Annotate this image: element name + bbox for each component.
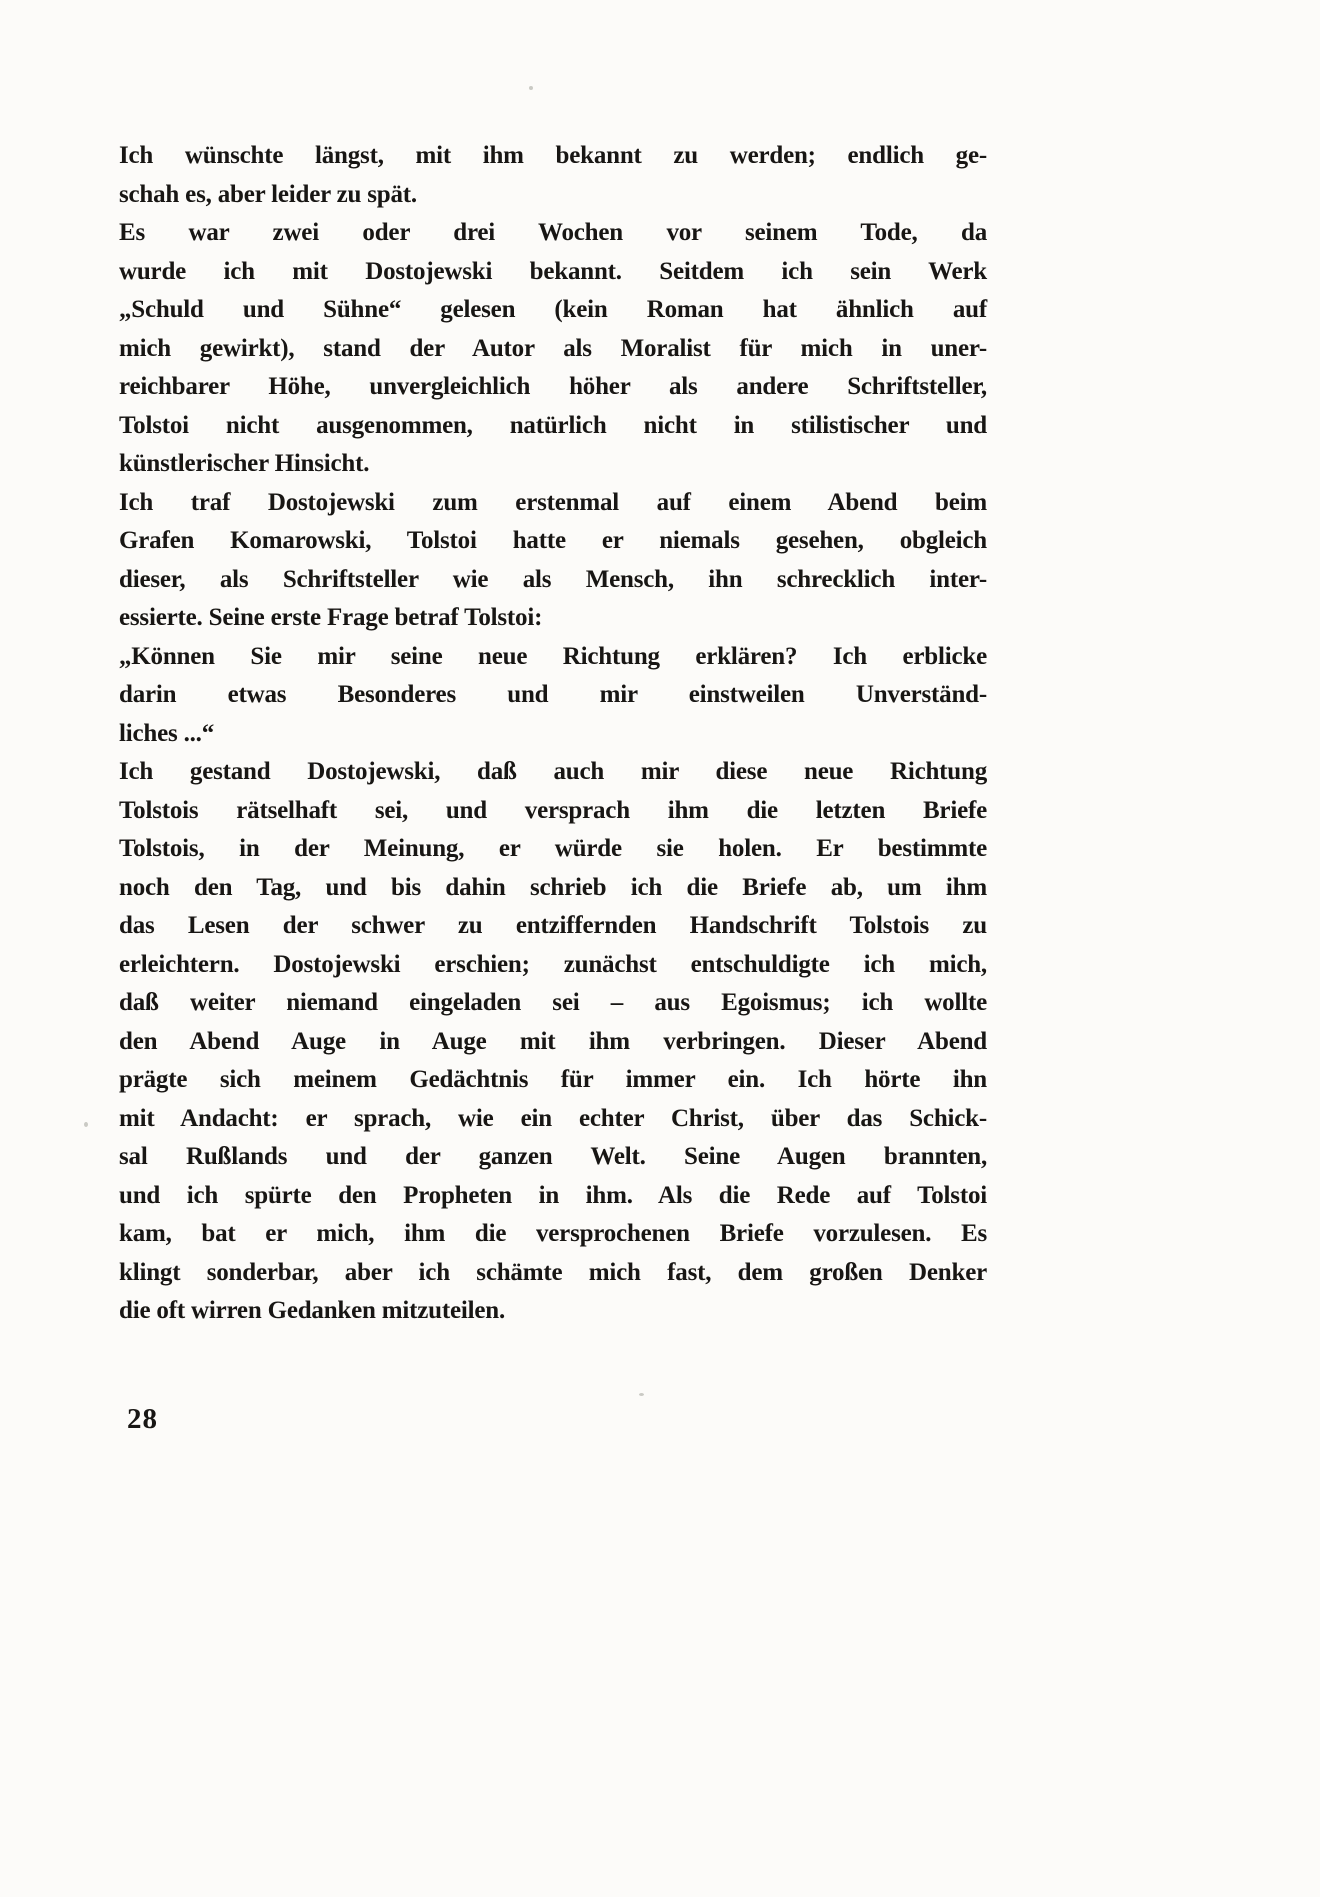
text-line: Grafen Komarowski, Tolstoi hatte er niemals gesehen, obgleich [119, 527, 987, 554]
text-line: mit Andacht: er sprach, wie ein echter Christ, über das Schick- [119, 1104, 987, 1132]
text-line: Es war zwei oder drei Wochen vor seinem Tode, da [119, 219, 987, 246]
text-line: Tolstoi nicht ausgenommen, natürlich nicht in stilistischer und [119, 411, 987, 439]
text-line: Tolstois rätselhaft sei, und versprach ihm die letzten Briefe [119, 796, 987, 824]
page-text-block [119, 137, 987, 1331]
text-line: das Lesen der schwer zu entziffernden Handschrift Tolstois zu [119, 912, 987, 939]
scan-artifact-dot [84, 1122, 88, 1127]
text-line: prägte sich meinem Gedächtnis für immer ein. Ich hörte ihn [119, 1066, 987, 1093]
text-line: noch den Tag, und bis dahin schrieb ich die Briefe ab, um ihm [119, 873, 987, 901]
page-number: 28 [127, 1403, 158, 1435]
text-line: liches ...“ [119, 719, 215, 747]
text-line: kam, bat er mich, ihm die versprochenen Briefe vorzulesen. Es [119, 1220, 987, 1247]
text-line: Ich traf Dostojewski zum erstenmal auf einem Abend beim [119, 488, 987, 516]
text-line: erleichtern. Dostojewski erschien; zunächst entschuldigte ich mich, [119, 950, 987, 978]
text-line: klingt sonderbar, aber ich schämte mich fast, dem großen Denker [119, 1258, 987, 1286]
text-line: reichbarer Höhe, unvergleichlich höher als andere Schriftsteller, [119, 373, 987, 400]
text-line: wurde ich mit Dostojewski bekannt. Seitdem ich sein Werk [119, 257, 987, 285]
text-line: den Abend Auge in Auge mit ihm verbringen. Dieser Abend [119, 1027, 987, 1055]
text-line: essierte. Seine erste Frage betraf Tolstoi: [119, 604, 543, 631]
text-line: darin etwas Besonderes und mir einstweilen Unverständ- [119, 681, 987, 708]
text-line: Ich wünschte längst, mit ihm bekannt zu werden; endlich ge- [119, 142, 987, 169]
text-line: künstlerischer Hinsicht. [119, 450, 370, 477]
text-line: die oft wirren Gedanken mitzuteilen. [119, 1297, 506, 1324]
text-line: daß weiter niemand eingeladen sei – aus Egoismus; ich wollte [119, 989, 987, 1016]
text-line: mich gewirkt), stand der Autor als Moralist für mich in uner- [119, 334, 987, 362]
scan-artifact-dot [639, 1393, 644, 1396]
text-line: „Schuld und Sühne“ gelesen (kein Roman hat ähnlich auf [119, 296, 987, 323]
scan-artifact-dot [529, 86, 533, 90]
text-line: dieser, als Schriftsteller wie als Mensch, ihn schrecklich inter- [119, 565, 987, 593]
text-line: sal Rußlands und der ganzen Welt. Seine Augen brannten, [119, 1143, 987, 1170]
text-line: schah es, aber leider zu spät. [119, 180, 417, 208]
text-line: „Können Sie mir seine neue Richtung erklären? Ich erblicke [119, 642, 987, 670]
text-line: Ich gestand Dostojewski, daß auch mir diese neue Richtung [119, 758, 987, 785]
text-line: und ich spürte den Propheten in ihm. Als die Rede auf Tolstoi [119, 1181, 987, 1209]
text-line: Tolstois, in der Meinung, er würde sie holen. Er bestimmte [119, 835, 987, 862]
